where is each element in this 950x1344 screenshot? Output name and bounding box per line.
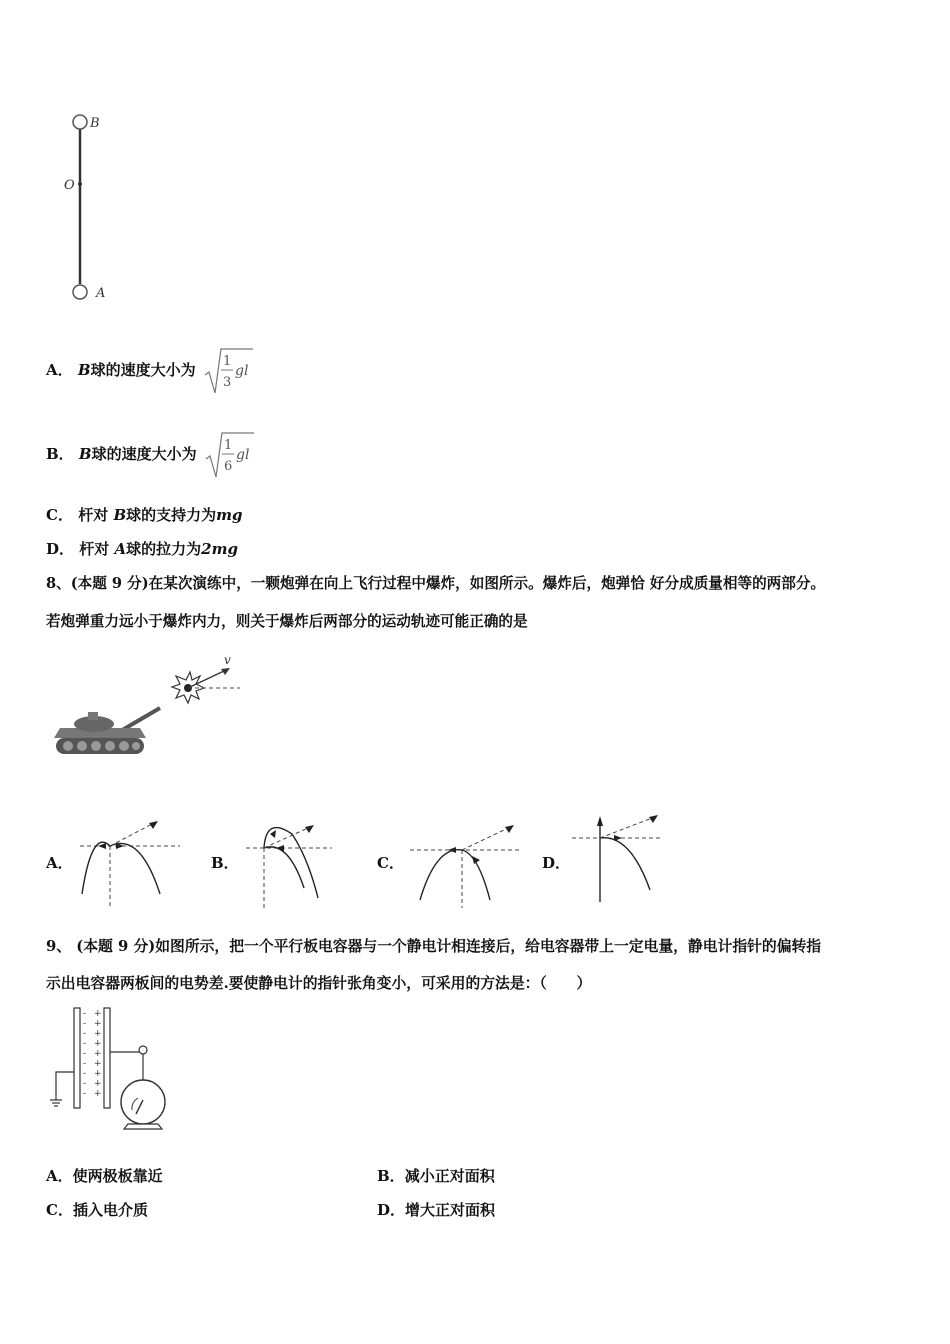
ball-name: B <box>113 506 127 524</box>
q7-option-d[interactable] <box>46 538 238 559</box>
svg-text:-: - <box>83 1059 87 1069</box>
option-text: 减小正对面积 <box>404 1167 495 1185</box>
frac-num: 1 <box>223 438 233 453</box>
label-a: A <box>96 286 106 301</box>
svg-text:+: + <box>94 1039 102 1049</box>
sqrt-expression <box>203 345 255 397</box>
label-o: O <box>64 178 75 193</box>
option-prefix: 杆对 <box>79 540 110 558</box>
option-letter: A． <box>46 1167 73 1185</box>
option-letter: B． <box>46 445 74 463</box>
q9-option-d[interactable] <box>377 1199 495 1220</box>
svg-text:+: + <box>94 1079 102 1089</box>
svg-text:-: - <box>83 1089 87 1099</box>
svg-text:-: - <box>83 1079 87 1089</box>
trajectory-b[interactable] <box>242 818 352 910</box>
svg-text:+: + <box>94 1069 102 1079</box>
trajectory-d[interactable] <box>570 812 670 906</box>
svg-text:+: + <box>94 1049 102 1059</box>
sqrt-expression <box>204 429 256 481</box>
option-text: 使两极板靠近 <box>72 1167 163 1185</box>
q8-choice-c[interactable]: C． <box>377 854 404 872</box>
svg-text:-: - <box>83 1009 87 1019</box>
q9-option-b[interactable] <box>377 1165 495 1186</box>
option-text: 增大正对面积 <box>405 1201 496 1219</box>
ball-name: B <box>77 361 91 379</box>
ball-name: A <box>114 540 127 558</box>
trajectory-a[interactable] <box>76 818 186 910</box>
option-letter: C． <box>46 1201 73 1219</box>
ball-name: B <box>78 445 92 463</box>
label-b: B <box>90 116 100 131</box>
q8-choice-d[interactable]: D． <box>542 854 571 872</box>
q9-line-1: 9、 (本题 9 分)如图所示，把一个平行板电容器与一个静电计相连接后，给电容器带上一定电量，静电计指针的偏转指 <box>46 938 822 955</box>
svg-text:+: + <box>94 1089 102 1099</box>
q8-choice-a[interactable]: A． <box>46 854 73 872</box>
q7-option-b[interactable] <box>46 428 256 480</box>
tank-figure <box>50 650 250 765</box>
velocity-label: v <box>224 653 231 667</box>
svg-text:+: + <box>94 1009 102 1019</box>
trajectory-c[interactable] <box>408 818 528 910</box>
capacitor-figure <box>46 1002 196 1130</box>
q8-line-2: 若炮弹重力远小于爆炸内力，则关于爆炸后两部分的运动轨迹可能正确的是 <box>46 613 528 630</box>
option-value: mg <box>216 506 243 524</box>
frac-den: 3 <box>222 375 232 390</box>
option-text: 球的支持力为 <box>126 506 217 524</box>
q8-line-1: 8、(本题 9 分)在某次演练中，一颗炮弹在向上飞行过程中爆炸，如图所示。爆炸后，炮弹恰 好分成质量相等的两部分。 <box>46 575 826 592</box>
q9-option-a[interactable] <box>46 1165 163 1186</box>
sqrt-tail: gl <box>234 363 249 379</box>
q9-option-c[interactable] <box>46 1199 148 1220</box>
frac-den: 6 <box>223 459 233 474</box>
option-text: 球的速度大小为 <box>90 361 196 379</box>
frac-num: 1 <box>222 354 232 369</box>
rod-figure <box>60 108 130 308</box>
svg-text:+: + <box>94 1029 102 1039</box>
svg-text:-: - <box>83 1049 87 1059</box>
option-letter: D． <box>377 1201 406 1219</box>
svg-text:-: - <box>83 1019 87 1029</box>
q7-option-c[interactable] <box>46 504 243 525</box>
svg-text:+: + <box>94 1059 102 1069</box>
option-letter: C． <box>46 506 73 524</box>
option-prefix: 杆对 <box>78 506 109 524</box>
svg-text:-: - <box>83 1069 87 1079</box>
svg-text:-: - <box>83 1039 87 1049</box>
option-letter: B． <box>377 1167 405 1185</box>
svg-text:+: + <box>94 1019 102 1029</box>
option-text: 球的速度大小为 <box>91 445 197 463</box>
q9-line-2: 示出电容器两板间的电势差.要使静电计的指针张角变小，可采用的方法是：（ ） <box>46 975 592 992</box>
svg-text:-: - <box>83 1029 87 1039</box>
sqrt-tail: gl <box>235 447 250 463</box>
option-letter: A． <box>46 361 73 379</box>
q8-choice-b[interactable]: B． <box>211 854 239 872</box>
option-text: 插入电介质 <box>72 1201 148 1219</box>
option-letter: D． <box>46 540 75 558</box>
q7-option-a[interactable] <box>46 344 255 396</box>
option-value: 2mg <box>201 540 238 558</box>
option-text: 球的拉力为 <box>126 540 202 558</box>
